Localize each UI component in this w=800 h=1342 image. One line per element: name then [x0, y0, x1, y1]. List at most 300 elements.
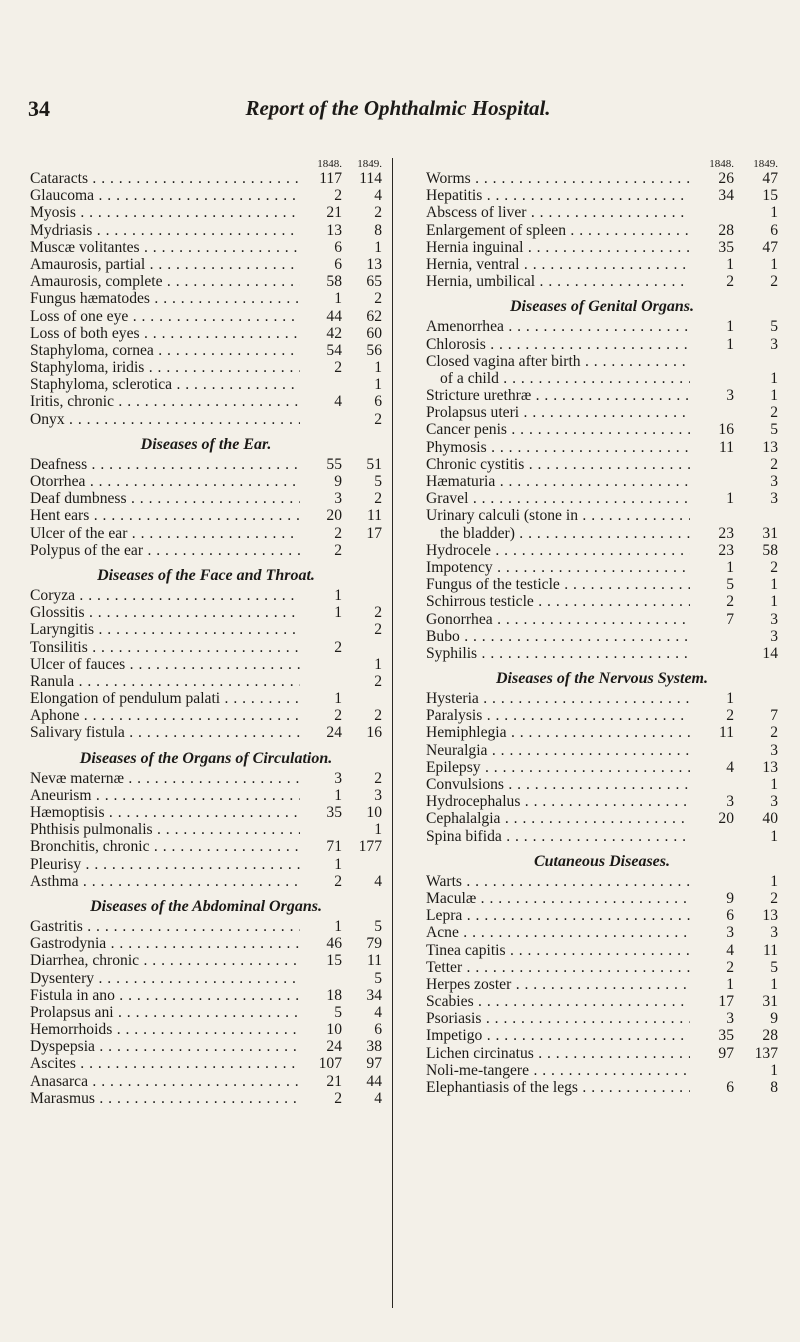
- count-1848: 2: [334, 638, 342, 656]
- table-row: [30, 621, 382, 638]
- count-1848: 1: [334, 604, 342, 622]
- disease-name: Fistula in ano . . .: [30, 987, 300, 1004]
- count-1848: 1: [726, 975, 734, 993]
- count-1849: 5: [770, 958, 778, 976]
- count-1849: 1: [770, 1061, 778, 1079]
- count-1848: 10: [326, 1021, 342, 1039]
- disease-name: Psoriasis . . .: [426, 1010, 690, 1027]
- count-1849: 2: [374, 769, 382, 787]
- section-title: Cutaneous Diseases.: [533, 852, 671, 870]
- count-1849: 65: [366, 273, 382, 291]
- disease-name: Staphyloma, iridis . . .: [30, 359, 300, 376]
- table-row: [426, 273, 778, 290]
- table-row: [30, 604, 382, 621]
- page-number: 34: [28, 96, 50, 121]
- table-row: [30, 273, 382, 290]
- count-1848: 23: [718, 524, 734, 542]
- count-1849: 3: [770, 490, 778, 508]
- disease-name: Urinary calculi (stone in . . .: [426, 507, 690, 524]
- table-row: [426, 490, 778, 507]
- count-1849: 8: [770, 1079, 778, 1096]
- left-column: [30, 158, 382, 1107]
- disease-name: Hæmaturia . . .: [426, 473, 690, 490]
- count-1848: 1: [726, 558, 734, 576]
- table-row: [30, 325, 382, 342]
- disease-name: Deaf dumbness . . .: [30, 490, 300, 507]
- count-1849: 2: [374, 204, 382, 222]
- disease-name: Ulcer of the ear . . .: [30, 525, 300, 542]
- count-1848: 5: [334, 1003, 342, 1021]
- disease-name: Diarrhea, chronic . . .: [30, 952, 300, 969]
- disease-name: Glaucoma . . .: [30, 187, 300, 204]
- table-row: [426, 187, 778, 204]
- table-row: [30, 1021, 382, 1038]
- table-row: [426, 404, 778, 421]
- table-row: [426, 942, 778, 959]
- disease-name: Hæmoptisis . . .: [30, 804, 300, 821]
- count-1849: 2: [374, 707, 382, 725]
- count-1849: 2: [374, 290, 382, 308]
- table-row: [426, 976, 778, 993]
- disease-name: Tonsilitis . . .: [30, 639, 300, 656]
- disease-name: Hepatitis . . .: [426, 187, 690, 204]
- table-row: [426, 525, 778, 542]
- table-row: [30, 239, 382, 256]
- disease-name: Fungus hæmatodes . . .: [30, 290, 300, 307]
- count-1849: 5: [374, 473, 382, 490]
- count-1848: 5: [726, 576, 734, 594]
- count-1849: 1: [374, 821, 382, 839]
- count-1848: 16: [718, 421, 734, 439]
- disease-name: Gastrodynia . . .: [30, 935, 300, 952]
- disease-name: Lepra . . .: [426, 907, 690, 924]
- disease-name: Mydriasis . . .: [30, 222, 300, 239]
- left-column-body: [30, 170, 382, 1107]
- year-1848: 1848.: [317, 158, 342, 170]
- table-row: [426, 890, 778, 907]
- table-row: [426, 776, 778, 793]
- disease-name: Polypus of the ear . . .: [30, 542, 300, 559]
- disease-name: Muscæ volitantes . . .: [30, 239, 300, 256]
- table-row: [30, 456, 382, 473]
- count-1848: 4: [334, 393, 342, 411]
- table-row: [426, 959, 778, 976]
- table-row: [426, 1079, 778, 1096]
- disease-name: Loss of one eye . . .: [30, 308, 300, 325]
- count-1849: 3: [770, 335, 778, 353]
- count-1848: 9: [726, 889, 734, 907]
- count-1849: 5: [770, 421, 778, 439]
- count-1849: 2: [770, 273, 778, 291]
- count-1849: 1: [770, 975, 778, 993]
- disease-name: Spina bifida . . .: [426, 828, 690, 845]
- count-1848: 1: [726, 690, 734, 708]
- count-1848: 2: [726, 707, 734, 725]
- count-1849: 79: [366, 935, 382, 953]
- section-title: Diseases of the Organs of Circulation.: [79, 749, 333, 767]
- table-row: [426, 690, 778, 707]
- table-row: [30, 690, 382, 707]
- count-1848: 2: [334, 872, 342, 890]
- count-1849: 6: [770, 221, 778, 239]
- disease-name: Staphyloma, cornea . . .: [30, 342, 300, 359]
- disease-name: Aphone . . .: [30, 707, 300, 724]
- disease-name: Stricture urethræ . . .: [426, 387, 690, 404]
- count-1849: 2: [374, 672, 382, 690]
- count-1848: 21: [326, 204, 342, 222]
- table-row: [30, 970, 382, 987]
- table-row: [426, 759, 778, 776]
- count-1848: 9: [334, 473, 342, 490]
- count-1848: 15: [326, 952, 342, 970]
- table-row: [30, 507, 382, 524]
- table-row: [30, 587, 382, 604]
- count-1848: 11: [718, 438, 734, 456]
- table-row: [30, 411, 382, 428]
- count-1848: 24: [326, 724, 342, 742]
- count-1848: 1: [726, 490, 734, 508]
- table-row: [30, 873, 382, 890]
- table-row: [426, 873, 778, 890]
- count-1849: 11: [366, 507, 382, 525]
- disease-name: Hent ears . . .: [30, 507, 300, 524]
- table-row: [30, 525, 382, 542]
- count-1848: 2: [726, 958, 734, 976]
- count-1848: 3: [726, 1010, 734, 1028]
- table-row: [30, 1038, 382, 1055]
- count-1849: 15: [762, 187, 778, 205]
- disease-name: Neuralgia . . .: [426, 742, 690, 759]
- table-row: [426, 456, 778, 473]
- table-row: [426, 507, 778, 524]
- disease-name: Lichen circinatus . . .: [426, 1045, 690, 1062]
- count-1848: 97: [718, 1044, 734, 1062]
- count-1848: 3: [334, 769, 342, 787]
- disease-name: Salivary fistula . . .: [30, 724, 300, 741]
- count-1849: 114: [359, 170, 382, 187]
- disease-name: Herpes zoster . . .: [426, 976, 690, 993]
- table-row: [426, 336, 778, 353]
- disease-name: Cephalalgia . . .: [426, 810, 690, 827]
- disease-name: Worms . . .: [426, 170, 690, 187]
- section-title: Diseases of Genital Organs.: [509, 298, 694, 316]
- count-1849: 16: [366, 724, 382, 742]
- count-1849: 14: [762, 644, 778, 662]
- disease-name: Prolapsus uteri . . .: [426, 404, 690, 421]
- count-1849: 2: [770, 558, 778, 576]
- count-1849: 6: [374, 393, 382, 411]
- count-1849: 28: [762, 1027, 778, 1045]
- table-row: [426, 724, 778, 741]
- section-title: Diseases of the Nervous System.: [496, 670, 708, 688]
- disease-name: Laryngitis . . .: [30, 621, 300, 638]
- table-row: [30, 473, 382, 490]
- count-1849: 2: [374, 621, 382, 639]
- count-1849: 3: [770, 473, 778, 490]
- count-1849: 1: [374, 359, 382, 377]
- table-row: [426, 645, 778, 662]
- table-row: [426, 318, 778, 335]
- count-1849: 51: [366, 455, 382, 473]
- count-1849: 1: [770, 872, 778, 890]
- count-1849: 1: [770, 387, 778, 405]
- disease-name: the bladder) . . .: [426, 525, 690, 542]
- count-1848: 2: [334, 707, 342, 725]
- table-row: [426, 170, 778, 187]
- table-row: [30, 222, 382, 239]
- count-1848: 2: [726, 593, 734, 611]
- disease-name: of a child . . .: [426, 370, 690, 387]
- count-1848: 3: [334, 490, 342, 508]
- table-row: [426, 439, 778, 456]
- disease-name: Cataracts . . .: [30, 170, 300, 187]
- disease-name: Acne . . .: [426, 924, 690, 941]
- disease-name: Coryza . . .: [30, 587, 300, 604]
- disease-name: Hemorrhoids . . .: [30, 1021, 300, 1038]
- disease-name: Schirrous testicle . . .: [426, 593, 690, 610]
- disease-name: Dysentery . . .: [30, 970, 300, 987]
- disease-name: Fungus of the testicle . . .: [426, 576, 690, 593]
- count-1849: 177: [358, 838, 382, 856]
- table-row: [30, 542, 382, 559]
- count-1848: 11: [718, 724, 734, 742]
- count-1849: 2: [770, 455, 778, 473]
- table-row: [30, 987, 382, 1004]
- count-1849: 1: [770, 204, 778, 222]
- count-1849: 4: [374, 1089, 382, 1107]
- count-1848: 23: [718, 541, 734, 559]
- count-1849: 5: [374, 969, 382, 987]
- count-1849: 3: [770, 610, 778, 628]
- table-row: [426, 542, 778, 559]
- disease-name: Hydrocele . . .: [426, 542, 690, 559]
- count-1849: 44: [366, 1072, 382, 1090]
- table-row: [426, 907, 778, 924]
- count-1848: 34: [718, 187, 734, 205]
- disease-name: Gravel . . .: [426, 490, 690, 507]
- table-row: [30, 787, 382, 804]
- disease-name: Noli-me-tangere . . .: [426, 1062, 690, 1079]
- count-1848: 6: [334, 255, 342, 273]
- disease-name: Paralysis . . .: [426, 707, 690, 724]
- count-1849: 38: [366, 1038, 382, 1056]
- disease-name: Gonorrhea . . .: [426, 611, 690, 628]
- count-1849: 17: [366, 524, 382, 542]
- table-row: [30, 1004, 382, 1021]
- count-1848: 3: [726, 387, 734, 405]
- count-1849: 3: [770, 741, 778, 759]
- count-1849: 8: [374, 221, 382, 239]
- table-row: [30, 376, 382, 393]
- count-1848: 1: [334, 586, 342, 604]
- table-row: [426, 256, 778, 273]
- disease-name: Ranula . . .: [30, 673, 300, 690]
- disease-name: Phymosis . . .: [426, 439, 690, 456]
- count-1849: 56: [366, 341, 382, 359]
- count-1848: 26: [718, 170, 734, 187]
- count-1849: 4: [374, 872, 382, 890]
- right-column: [426, 158, 778, 1096]
- count-1848: 6: [726, 907, 734, 925]
- disease-name: Deafness . . .: [30, 456, 300, 473]
- count-1849: 31: [762, 524, 778, 542]
- disease-name: Pleurisy . . .: [30, 856, 300, 873]
- table-row: [30, 673, 382, 690]
- disease-name: Chlorosis . . .: [426, 336, 690, 353]
- count-1848: 3: [726, 924, 734, 942]
- count-1849: 3: [770, 627, 778, 645]
- disease-name: Closed vagina after birth . . .: [426, 353, 690, 370]
- count-1849: 34: [366, 986, 382, 1004]
- count-1848: 2: [334, 359, 342, 377]
- table-row: [426, 387, 778, 404]
- count-1849: 1: [770, 576, 778, 594]
- count-1849: 40: [762, 810, 778, 828]
- disease-name: Tinea capitis . . .: [426, 942, 690, 959]
- count-1848: 54: [326, 341, 342, 359]
- count-1849: 1: [374, 655, 382, 673]
- count-1848: 18: [326, 986, 342, 1004]
- year-header: [426, 158, 778, 170]
- count-1849: 60: [366, 324, 382, 342]
- count-1848: 2: [726, 273, 734, 291]
- table-row: [426, 924, 778, 941]
- table-row: [426, 1027, 778, 1044]
- disease-name: Onyx . . .: [30, 411, 300, 428]
- disease-name: Ascites . . .: [30, 1055, 300, 1072]
- table-row: [426, 1045, 778, 1062]
- table-row: [30, 187, 382, 204]
- disease-name: Loss of both eyes . . .: [30, 325, 300, 342]
- year-1848: 1848.: [709, 158, 734, 170]
- count-1848: 1: [726, 335, 734, 353]
- table-row: [30, 918, 382, 935]
- count-1848: 21: [326, 1072, 342, 1090]
- table-row: [426, 593, 778, 610]
- disease-name: Gastritis . . .: [30, 918, 300, 935]
- count-1849: 2: [374, 410, 382, 428]
- section-title: Diseases of the Ear.: [140, 435, 272, 453]
- disease-name: Glossitis . . .: [30, 604, 300, 621]
- disease-name: Chronic cystitis . . .: [426, 456, 690, 473]
- table-row: [426, 1010, 778, 1027]
- table-row: [426, 993, 778, 1010]
- table-row: [30, 724, 382, 741]
- table-row: [30, 393, 382, 410]
- count-1849: 13: [762, 907, 778, 925]
- count-1848: 4: [726, 758, 734, 776]
- count-1848: 46: [326, 935, 342, 953]
- count-1849: 62: [366, 307, 382, 325]
- count-1849: 13: [762, 438, 778, 456]
- count-1849: 3: [374, 786, 382, 804]
- table-row: [426, 353, 778, 370]
- disease-name: Dyspepsia . . .: [30, 1038, 300, 1055]
- table-row: [30, 770, 382, 787]
- count-1848: 1: [334, 290, 342, 308]
- count-1848: 3: [726, 793, 734, 811]
- disease-name: Aneurism . . .: [30, 787, 300, 804]
- count-1848: 2: [334, 1089, 342, 1107]
- count-1849: 5: [374, 917, 382, 935]
- count-1849: 47: [762, 238, 778, 256]
- table-row: [30, 290, 382, 307]
- disease-name: Scabies . . .: [426, 993, 690, 1010]
- disease-name: Hemiphlegia . . .: [426, 724, 690, 741]
- disease-name: Ulcer of fauces . . .: [30, 656, 300, 673]
- disease-name: Hysteria . . .: [426, 690, 690, 707]
- table-row: [30, 935, 382, 952]
- disease-name: Hernia, umbilical . . .: [426, 273, 690, 290]
- count-1848: 20: [718, 810, 734, 828]
- count-1848: 44: [326, 307, 342, 325]
- table-row: [426, 421, 778, 438]
- table-row: [30, 1055, 382, 1072]
- year-header: [30, 158, 382, 170]
- count-1849: 137: [754, 1044, 778, 1062]
- disease-name: Bronchitis, chronic . . .: [30, 838, 300, 855]
- table-row: [426, 810, 778, 827]
- disease-name: Enlargement of spleen . . .: [426, 222, 690, 239]
- count-1848: 17: [718, 993, 734, 1011]
- count-1848: 42: [326, 324, 342, 342]
- disease-name: Phthisis pulmonalis . . .: [30, 821, 300, 838]
- disease-name: Staphyloma, sclerotica . . .: [30, 376, 300, 393]
- count-1849: 58: [762, 541, 778, 559]
- disease-name: Warts . . .: [426, 873, 690, 890]
- count-1848: 35: [718, 1027, 734, 1045]
- count-1848: 1: [334, 690, 342, 708]
- table-row: [426, 611, 778, 628]
- disease-name: Elongation of pendulum palati . . .: [30, 690, 300, 707]
- disease-name: Abscess of liver . . .: [426, 204, 690, 221]
- table-row: [426, 576, 778, 593]
- count-1848: 2: [334, 524, 342, 542]
- count-1849: 2: [374, 490, 382, 508]
- table-row: [426, 239, 778, 256]
- table-row: [426, 628, 778, 645]
- count-1849: 1: [770, 827, 778, 845]
- count-1849: 13: [762, 758, 778, 776]
- disease-name: Impetigo . . .: [426, 1027, 690, 1044]
- table-row: [30, 490, 382, 507]
- disease-name: Marasmus . . .: [30, 1090, 300, 1107]
- table-row: [30, 204, 382, 221]
- table-row: [30, 170, 382, 187]
- count-1848: 1: [726, 255, 734, 273]
- count-1848: 35: [718, 238, 734, 256]
- count-1849: 2: [770, 724, 778, 742]
- count-1848: 13: [326, 221, 342, 239]
- count-1849: 4: [374, 187, 382, 205]
- count-1849: 1: [770, 593, 778, 611]
- disease-name: Bubo . . .: [426, 628, 690, 645]
- table-row: [30, 856, 382, 873]
- page-header: [28, 96, 768, 126]
- disease-name: Amaurosis, complete . . .: [30, 273, 300, 290]
- disease-name: Hernia inguinal . . .: [426, 239, 690, 256]
- count-1849: 11: [762, 941, 778, 959]
- count-1849: 2: [770, 889, 778, 907]
- count-1849: 9: [770, 1010, 778, 1028]
- count-1849: 3: [770, 793, 778, 811]
- count-1848: 2: [334, 541, 342, 559]
- count-1848: 55: [326, 455, 342, 473]
- table-row: [426, 370, 778, 387]
- table-row: [30, 342, 382, 359]
- count-1848: 1: [726, 318, 734, 336]
- count-1848: 7: [726, 610, 734, 628]
